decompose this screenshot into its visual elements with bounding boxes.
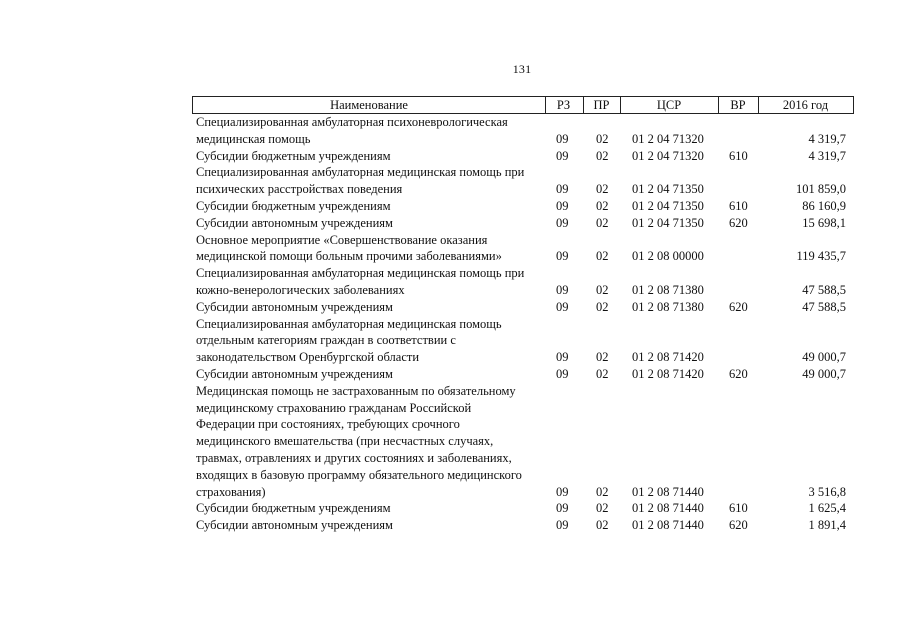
table-row — [0, 164, 905, 198]
page-number: 131 — [512, 62, 532, 76]
row-csr: 01 2 08 71420 — [632, 366, 704, 381]
row-rz: 09 — [556, 148, 569, 163]
row-name-line: Основное мероприятие «Совершенствование оказания — [196, 232, 488, 247]
row-rz: 09 — [556, 501, 569, 516]
row-vr: 610 — [729, 198, 748, 213]
row-rz: 09 — [556, 299, 569, 314]
row-amount: 49 000,7 — [802, 350, 846, 365]
row-csr: 01 2 04 71320 — [632, 131, 704, 146]
header-vr: ВР — [718, 96, 759, 114]
table-row — [0, 114, 905, 148]
row-amount: 101 859,0 — [796, 182, 846, 197]
row-name-line: медицинского вмешательства (при несчастных случаях, — [196, 434, 494, 449]
row-name-line: Субсидии бюджетным учреждениям — [196, 148, 391, 163]
row-pr: 02 — [596, 366, 609, 381]
row-pr: 02 — [596, 148, 609, 163]
table-row — [0, 517, 905, 534]
header-pr: ПР — [583, 96, 621, 114]
row-vr: 620 — [729, 518, 748, 533]
row-vr: 610 — [729, 501, 748, 516]
row-name-line: Субсидии автономным учреждениям — [196, 215, 393, 230]
row-amount: 47 588,5 — [802, 282, 846, 297]
row-rz: 09 — [556, 366, 569, 381]
row-name-line: Федерации при состояниях, требующих срочного — [196, 417, 460, 432]
row-name-line: медицинская помощь — [196, 131, 311, 146]
table-row — [0, 232, 905, 266]
row-name-line: Медицинская помощь не застрахованным по обязательному — [196, 383, 516, 398]
row-pr: 02 — [596, 518, 609, 533]
row-pr: 02 — [596, 131, 609, 146]
row-name-line: Специализированная амбулаторная медицинская помощь при — [196, 266, 525, 281]
row-amount: 15 698,1 — [802, 215, 846, 230]
row-pr: 02 — [596, 215, 609, 230]
table-row — [0, 383, 905, 501]
row-rz: 09 — [556, 215, 569, 230]
header-name: Наименование — [192, 96, 546, 114]
row-name-line: отдельным категориям граждан в соответствии с — [196, 333, 456, 348]
row-csr: 01 2 08 71380 — [632, 282, 704, 297]
row-name-line: Субсидии бюджетным учреждениям — [196, 501, 391, 516]
row-pr: 02 — [596, 282, 609, 297]
row-csr: 01 2 08 71380 — [632, 299, 704, 314]
row-pr: 02 — [596, 182, 609, 197]
row-name-line: кожно-венерологических заболеваниях — [196, 282, 405, 297]
row-pr: 02 — [596, 350, 609, 365]
row-name-line: Специализированная амбулаторная психоневрологическая — [196, 115, 508, 129]
header-year: 2016 год — [758, 96, 854, 114]
row-vr: 620 — [729, 215, 748, 230]
row-name-line: Субсидии автономным учреждениям — [196, 366, 393, 381]
row-csr: 01 2 08 71440 — [632, 518, 704, 533]
row-name-line: законодательством Оренбургской области — [196, 350, 420, 365]
row-name-line: Субсидии бюджетным учреждениям — [196, 198, 391, 213]
row-name-line: Субсидии автономным учреждениям — [196, 518, 393, 533]
row-name-line: медицинской помощи больным прочими заболеваниями» — [196, 249, 502, 264]
row-csr: 01 2 08 71420 — [632, 350, 704, 365]
table-body — [0, 114, 905, 534]
table-row — [0, 148, 905, 165]
row-rz: 09 — [556, 518, 569, 533]
table-row — [0, 265, 905, 299]
header-rz: РЗ — [544, 96, 584, 114]
row-amount: 4 319,7 — [808, 148, 846, 163]
row-rz: 09 — [556, 249, 569, 264]
row-amount: 1 891,4 — [808, 518, 846, 533]
row-pr: 02 — [596, 299, 609, 314]
row-name-line: страхования) — [196, 484, 266, 499]
row-name-line: травмах, отравлениях и других состояниях и заболеваниях, — [196, 450, 512, 465]
row-rz: 09 — [556, 131, 569, 146]
row-csr: 01 2 08 00000 — [632, 249, 704, 264]
row-csr: 01 2 04 71350 — [632, 215, 704, 230]
row-rz: 09 — [556, 198, 569, 213]
row-name-line: Специализированная амбулаторная медицинская помощь при — [196, 165, 525, 180]
header-csr: ЦСР — [620, 96, 719, 114]
row-rz: 09 — [556, 182, 569, 197]
row-name-line: психических расстройствах поведения — [196, 182, 403, 197]
row-name-line: Субсидии автономным учреждениям — [196, 299, 393, 314]
row-name-line: входящих в базовую программу обязательного медицинского — [196, 467, 522, 482]
table-row — [0, 215, 905, 232]
table-row — [0, 316, 905, 366]
row-amount: 119 435,7 — [796, 249, 846, 264]
row-vr: 620 — [729, 366, 748, 381]
row-pr: 02 — [596, 249, 609, 264]
row-name-line: медицинскому страхованию гражданам Российской — [196, 400, 472, 415]
row-csr: 01 2 04 71320 — [632, 148, 704, 163]
row-vr: 620 — [729, 299, 748, 314]
row-vr: 610 — [729, 148, 748, 163]
row-csr: 01 2 08 71440 — [632, 501, 704, 516]
row-amount: 1 625,4 — [808, 501, 846, 516]
row-rz: 09 — [556, 282, 569, 297]
table-row — [0, 198, 905, 215]
table-row — [0, 366, 905, 383]
row-csr: 01 2 04 71350 — [632, 182, 704, 197]
row-rz: 09 — [556, 350, 569, 365]
row-amount: 4 319,7 — [808, 131, 846, 146]
row-amount: 47 588,5 — [802, 299, 846, 314]
row-csr: 01 2 04 71350 — [632, 198, 704, 213]
row-pr: 02 — [596, 484, 609, 499]
table-row — [0, 500, 905, 517]
row-amount: 49 000,7 — [802, 366, 846, 381]
row-pr: 02 — [596, 501, 609, 516]
row-csr: 01 2 08 71440 — [632, 484, 704, 499]
row-amount: 86 160,9 — [802, 198, 846, 213]
row-pr: 02 — [596, 198, 609, 213]
table-row — [0, 299, 905, 316]
row-name-line: Специализированная амбулаторная медицинская помощь — [196, 316, 502, 331]
row-amount: 3 516,8 — [808, 484, 846, 499]
row-rz: 09 — [556, 484, 569, 499]
